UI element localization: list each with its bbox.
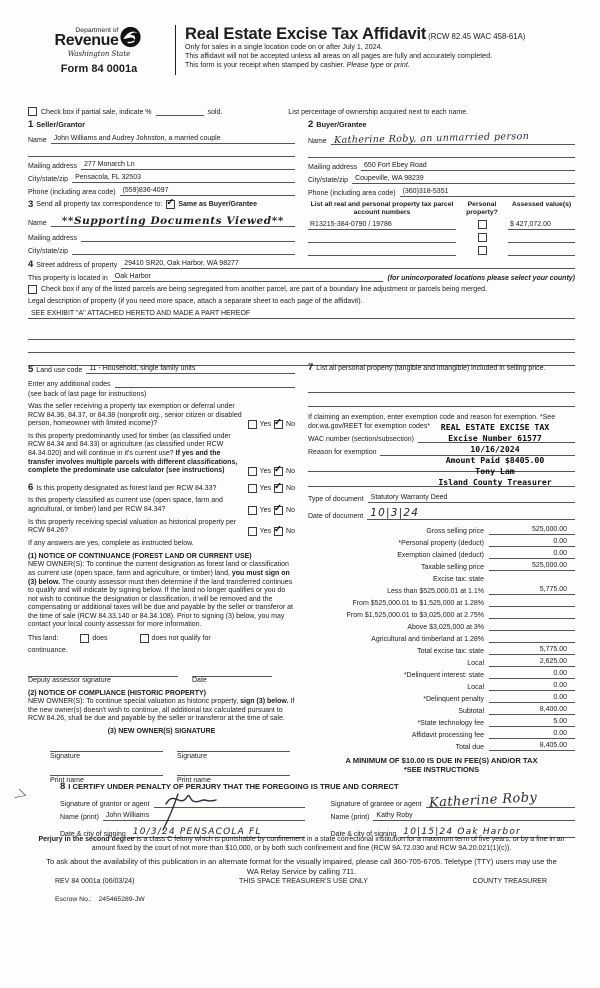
correspondence-name-label: Name [28, 220, 47, 227]
notice-compliance-body: NEW OWNER(S): To continue special valuation as historic property, sign (3) below. If the new owner(s) doesn't wish to continue, all additional tax calculated pursuant to RCW 84.26, shall be due and payable by the seller or transferor at the time of sale. [28, 698, 295, 723]
section-7-number: 7 [308, 362, 314, 373]
section-1-number: 1 [28, 119, 34, 130]
partial-percent-field[interactable] [156, 104, 204, 116]
correspondence-csz-label: City/state/zip [28, 248, 69, 255]
buyer-name-field[interactable] [331, 130, 575, 147]
this-land-row [28, 634, 295, 643]
tax-row-line[interactable]: 0.00 [489, 681, 575, 691]
same-as-buyer-label: Same as Buyer/Grantee [178, 201, 257, 208]
sec5-q1-yes-checkbox[interactable] [248, 420, 257, 429]
sec6-q3-no-checkbox[interactable] [274, 523, 283, 536]
tax-row-label: Gross selling price [426, 528, 484, 535]
grantor-signature-field[interactable] [154, 798, 305, 808]
continuance-label: continuance. [28, 647, 68, 655]
correspondence-csz-field[interactable] [72, 245, 295, 255]
buyer-name-handwritten: Katherine Roby, an unmarried person [333, 130, 530, 147]
deputy-date-label: Date [192, 677, 207, 685]
additional-codes-label: Enter any additional codes [28, 381, 111, 388]
tax-row-line[interactable]: 5,775.00 [489, 585, 575, 595]
header-divider [175, 25, 176, 75]
grantee-signature-field[interactable] [426, 790, 575, 811]
tax-row-label: Total due [455, 744, 484, 751]
document-type-field[interactable]: Statutory Warranty Deed [368, 493, 575, 503]
certify-statement: I CERTIFY UNDER PENALTY OF PERJURY THAT THE FOREGOING IS TRUE AND CORRECT [68, 782, 399, 791]
sec6-q1-yes-checkbox[interactable] [248, 484, 257, 493]
tax-row-label: Excise tax: state [433, 576, 484, 583]
no-label: No [286, 467, 295, 475]
agency-block [28, 25, 170, 75]
additional-codes-field[interactable] [115, 378, 296, 388]
yes-label: Yes [259, 485, 272, 493]
parcel-table [308, 201, 575, 256]
buyer-phone-field[interactable]: (360)318-5351 [400, 187, 575, 197]
tax-row-label: *Personal property (deduct) [398, 540, 484, 547]
forest-land-question [28, 481, 295, 494]
seller-phone-field[interactable]: (559)836-4097 [120, 186, 295, 196]
does-not-label: does not qualify for [151, 635, 211, 643]
parcel-number-field[interactable] [308, 255, 456, 256]
seller-name-field[interactable] [51, 134, 295, 144]
tax-row-label: *Delinquent penalty [423, 696, 484, 703]
sec5-q1-no-checkbox[interactable] [274, 416, 283, 429]
wac-number-label: WAC number (section/subsection) [308, 436, 414, 443]
new-owner-printname-field-1[interactable] [50, 765, 163, 776]
parcel-number-field[interactable]: R13215-384-0790 / 19786 [308, 220, 456, 230]
escrow-row [55, 896, 145, 903]
assessed-value-field[interactable]: $ 427,072.00 [508, 220, 575, 230]
buyer-csz-field[interactable]: Coupeville, WA 98239 [352, 174, 575, 184]
deputy-signature-label: Deputy assessor signature [28, 677, 111, 685]
does-label: does [92, 635, 108, 643]
partial-sale-checkbox[interactable] [28, 107, 37, 116]
notice-compliance-title: (2) NOTICE OF COMPLIANCE (HISTORIC PROPERTY) [28, 690, 206, 698]
legal-blank-line[interactable] [28, 328, 575, 340]
land-use-label: Land use code [36, 367, 83, 374]
section-8-number: 8 [60, 781, 66, 792]
tax-computation-table [308, 523, 575, 751]
alternate-format-note: To ask about the availability of this publication in an alternate format for the visually impaired, please call 360-705-6705. Teletype (TTY) users may use the WA Relay Service by calling 711. [46, 857, 557, 876]
seller-csz-label: City/state/zip [28, 176, 69, 183]
tax-row-line[interactable]: 0.00 [489, 693, 575, 703]
section-2-number: 2 [308, 119, 314, 130]
tax-row-line[interactable] [489, 609, 575, 619]
tax-row-line[interactable]: 8,400.00 [489, 705, 575, 715]
personal-property-line[interactable] [308, 381, 575, 393]
agency-name: Revenue [54, 31, 119, 49]
exemption-question [28, 403, 295, 429]
print-name-label: Print name [177, 776, 211, 784]
unincorporated-note: (for unincorporated locations please select your county) [387, 275, 575, 282]
tax-row-label: *Delinquent interest: state [403, 672, 484, 679]
assessed-value-field[interactable] [508, 242, 575, 243]
tax-row-label: Subtotal [458, 708, 484, 715]
parcel-number-field[interactable] [308, 242, 456, 243]
grantee-signature-handwritten: Katherine Roby [428, 790, 538, 811]
grantee-printname-field[interactable]: Kathy Roby [373, 811, 575, 821]
buyer-name-label: Name [308, 138, 327, 145]
timber-question-text: Is this property predominantly used for timber (as classified under RCW 84.34 and 84.33) or agriculture (as classified under RCW 84.34.020) and will continue in it's current use? If yes and the transfer involves multiple parcels with different classifications, complete the predominate use calculator (see instructions) [28, 432, 238, 475]
header-note-3: This form is your receipt when stamped by cashier. Please type or print. [185, 61, 410, 69]
section-4-number: 4 [28, 259, 34, 270]
handwritten-margin-mark: ＞ [12, 785, 29, 804]
grantee-date-handwritten: 10|15|24 Oak Harbor [403, 827, 521, 837]
department-of-label: Department of [75, 26, 119, 34]
located-in-label: This property is located in [28, 275, 108, 282]
this-land-label: This land: [28, 635, 59, 643]
grantor-signature-label: Signature of grantor or agent [60, 801, 150, 808]
current-use-question-text: Is this property classified as current use (open space, farm and agricultural, or timber) land per RCW 84.34? [28, 497, 223, 513]
tax-row-line[interactable] [489, 621, 575, 631]
rev-number: REV 84 0001a (06/03/24) [55, 878, 135, 885]
sold-label: sold. [207, 109, 223, 116]
grantee-date-label: Date & city of signing [330, 831, 397, 838]
deputy-signature-field[interactable] [28, 664, 178, 677]
form-number: Form 84 0001a [60, 63, 138, 75]
form-title: Real Estate Excise Tax Affidavit [185, 25, 427, 43]
tax-row-line[interactable] [489, 633, 575, 643]
exemption-code-note: If claiming an exemption, enter exemption code and reason for exemption. *See dor.wa.gov/REET for exemption codes* [308, 414, 556, 430]
document-date-handwritten: 10|3|24 [370, 507, 420, 519]
yes-label: Yes [259, 467, 272, 475]
signature-label: Signature [177, 752, 207, 760]
tax-row-label: From $525,000.01 to $1,525,000 at 1.28% [352, 600, 484, 607]
buyer-mailing-field[interactable]: 650 Fort Ebey Road [361, 161, 575, 171]
minimum-due-note: A MINIMUM OF $10.00 IS DUE IN FEE(S) AND/OR TAX [345, 756, 538, 765]
grantee-signature-label: Signature of grantee or agent [330, 801, 422, 808]
tax-row-label: Local [467, 660, 484, 667]
land-use-field[interactable]: 11 - Household, single family units [86, 364, 295, 374]
document-date-field[interactable] [367, 509, 575, 520]
tax-row-line[interactable]: 0.00 [489, 669, 575, 679]
seller-phone-label: Phone (including area code) [28, 189, 116, 196]
section-1-title: Seller/Grantor [36, 120, 85, 129]
segregate-label: Check box if any of the listed parcels are being segregated from another parcel, are part of a boundary line adjustment or parcels being merged. [41, 286, 487, 293]
check-icon: ✓ [274, 416, 283, 428]
yes-label: Yes [259, 506, 272, 514]
personal-property-checkbox-2[interactable] [478, 233, 487, 242]
seller-name2-field[interactable] [28, 147, 295, 157]
partial-sale-row [28, 104, 575, 116]
tax-row-line[interactable]: 0.00 [489, 549, 575, 559]
sec6-q1-no-checkbox[interactable] [274, 481, 283, 493]
assessed-value-col-header: Assessed value(s) [511, 201, 572, 208]
grantor-printname-label: Name (print) [60, 814, 99, 821]
buyer-csz-label: City/state/zip [308, 177, 349, 184]
tax-row-line[interactable]: 525,000.00 [489, 525, 575, 535]
treasurer-stamp [414, 422, 576, 488]
street-address-field[interactable]: 29410 SR20, Oak Harbor, WA 98277 [121, 259, 575, 269]
perjury-statement: Perjury in the second degree is a class C felony which is punishable by confinement in a state correctional institution for a maximum term of five years, or by a fine in an amount fixed by the court of not more than $10,000, or by both such confinement and fine (RCW 9A.72.030 and RCW 9A.20.021(1)(c)). [38, 836, 565, 852]
check-icon: ✓ [274, 502, 283, 514]
tax-row-line[interactable]: 5,775.00 [489, 645, 575, 655]
stamp-excise-number: Excise Number 61577 [448, 433, 542, 443]
document-date-label: Date of document [308, 513, 364, 520]
tax-row-line[interactable]: 0.00 [489, 729, 575, 739]
grantee-printname-label: Name (print) [330, 814, 370, 821]
historic-question [28, 519, 295, 536]
new-owner-signature-field-1[interactable] [50, 741, 163, 752]
check-icon: ✓ [274, 463, 283, 475]
section-4 [28, 259, 575, 366]
escrow-label: Escrow No.: [55, 896, 92, 903]
new-owner-signature-title: (3) NEW OWNER(S) SIGNATURE [107, 727, 216, 735]
seller-name-value: John Williams and Audrey Johnston, a married couple [53, 135, 221, 142]
washington-state-label: Washington State [67, 50, 131, 58]
tax-row-label: Total excise tax: state [417, 648, 484, 655]
no-label: No [286, 485, 295, 493]
seller-csz-field[interactable]: Pensacola, FL 32503 [72, 173, 295, 183]
footer-row [55, 878, 547, 885]
county-treasurer-label: COUNTY TREASURER [472, 878, 547, 885]
does-not-checkbox[interactable] [140, 634, 149, 643]
document-type-label: Type of document [308, 496, 364, 503]
sec6-q2-yes-checkbox[interactable] [248, 506, 257, 515]
buyer-phone-label: Phone (including area code) [308, 190, 396, 197]
grantor-signature-block [60, 794, 305, 841]
grantor-signature-scribble [160, 788, 240, 831]
section-8 [12, 781, 575, 841]
tax-row-line [489, 574, 575, 583]
tax-row-label: Exemption claimed (deduct) [397, 552, 484, 559]
yes-label: Yes [259, 527, 272, 535]
personal-property-checkbox-1[interactable] [478, 220, 487, 229]
street-address-label: Street address of property [36, 262, 118, 269]
tax-row-line[interactable]: 525,000.00 [489, 561, 575, 571]
tax-row-label: Agricultural and timberland at 1.28% [371, 636, 484, 643]
stamp-treasurer-name: Tony Lam [475, 466, 515, 476]
tax-row-label: Above $3,025,000 at 3% [407, 624, 484, 631]
see-instructions-note: *SEE INSTRUCTIONS [403, 765, 480, 774]
rcw-reference: (RCW 82.45 WAC 458-61A) [428, 32, 526, 41]
parcel-col-header: List all real and personal property tax parcel account numbers [310, 201, 454, 216]
segregate-checkbox[interactable] [28, 285, 37, 294]
section-5-number: 5 [28, 364, 34, 375]
new-owner-signature-field-2[interactable] [177, 741, 290, 752]
legal-description-field[interactable]: SEE EXHIBIT "A" ATTACHED HERETO AND MADE A PART HEREOF [28, 309, 575, 319]
correspondence-mailing-field[interactable] [81, 232, 295, 242]
seller-name-label: Name [28, 137, 47, 144]
escrow-number: 245465289-JW [98, 896, 145, 903]
no-label: No [286, 420, 295, 428]
buyer-name2-field[interactable] [308, 148, 575, 158]
seller-mailing-field[interactable]: 277 Monarch Ln [81, 160, 295, 170]
timber-question [28, 433, 295, 476]
supporting-documents-stamp: **Supporting Documents Viewed** [61, 215, 284, 227]
deputy-date-field[interactable] [192, 664, 272, 677]
personal-property-checkbox-3[interactable] [478, 246, 487, 255]
stamp-amount-paid: Amount Paid $8405.00 [445, 455, 545, 465]
personal-property-line[interactable] [308, 395, 575, 407]
yes-label: Yes [259, 420, 272, 428]
parcel-row [308, 217, 575, 230]
sec5-q2-no-checkbox[interactable] [274, 463, 283, 476]
seller-mailing-label: Mailing address [28, 163, 78, 170]
forest-land-question-text: 6 Is this property designated as forest land per RCW 84.33? [28, 481, 217, 493]
stamp-title: REAL ESTATE EXCISE TAX [440, 422, 550, 432]
notice-continuance-title: (1) NOTICE OF CONTINUANCE (FOREST LAND OR CURRENT USE) [28, 553, 252, 561]
if-yes-note: If any answers are yes, complete as instructed below. [28, 539, 194, 547]
print-name-label: Print name [50, 776, 84, 784]
tax-row-label: Affidavit processing fee [411, 732, 484, 739]
no-label: No [286, 506, 295, 514]
tax-row-label: From $1,525,000.01 to $3,025,000 at 2.75% [346, 612, 484, 619]
seller-column [28, 120, 295, 258]
parcel-row [308, 230, 575, 243]
check-icon: ✓ [274, 481, 283, 493]
signature-label: Signature [50, 752, 80, 760]
dor-logo-icon [118, 25, 143, 49]
current-use-question [28, 497, 295, 514]
tax-row-line[interactable]: 2,625.00 [489, 657, 575, 667]
does-checkbox[interactable] [80, 634, 89, 643]
assessed-value-field[interactable] [508, 255, 575, 256]
notice-continuance-body: NEW OWNER(S): To continue the current designation as forest land or classification as current use (open space, farm and agriculture, or timber) land, you must sign on (3) below. The county assessor must then determine if the land transferred continues to qualify and will indicate by signing below. If the land no longer qualifies or you do not wish to continue the designation or classification, it will be removed and the compensating or additional taxes will be due and payable by the seller or transferor at the time of sale (RCW 84.33.140 or 84.34.108). Prior to signing (3) below, you may contact your local county assessor for more information. [28, 561, 293, 629]
buyer-mailing-label: Mailing address [308, 164, 358, 171]
correspondence-label: Send all property tax correspondence to: [36, 201, 163, 208]
section-2-title: Buyer/Grantee [316, 120, 367, 129]
tax-row-line[interactable] [489, 597, 575, 607]
tax-row-label: Taxable selling price [420, 564, 484, 571]
tax-row-label: *State technology fee [417, 720, 484, 727]
treasurer-use-only-label: THIS SPACE TREASURER'S USE ONLY [239, 878, 368, 885]
same-as-buyer-checkbox[interactable] [166, 197, 175, 209]
located-in-field[interactable]: Oak Harbor [112, 272, 383, 282]
ownership-note: List percentage of ownership acquired next to each name. [288, 109, 469, 116]
grantee-signature-block [330, 790, 576, 841]
section-6-number: 6 [28, 481, 34, 493]
section-5-6-column [28, 364, 295, 789]
historic-question-text: Is this property receiving special valuation as historical property per RCW 84.26? [28, 518, 237, 535]
sec5-q2-yes-checkbox[interactable] [248, 467, 257, 476]
check-icon: ✓ [166, 197, 175, 208]
parcel-row [308, 243, 575, 256]
tax-row-line[interactable]: 0.00 [489, 537, 575, 547]
section-3-number: 3 [28, 198, 34, 210]
form-header [28, 25, 575, 75]
correspondence-mailing-label: Mailing address [28, 235, 78, 242]
tax-row-label: Less than $525,000.01 at 1.1% [387, 588, 484, 595]
exemption-question-text: Was the seller receiving a property tax exemption or deferral under RCW 84.36, 84.37, or 84.38 (nonprofit org., senior citizen or disabled person, homeowner with limited income)? [28, 403, 242, 428]
sec6-q3-yes-checkbox[interactable] [248, 527, 257, 536]
grantor-date-label: Date & city of signing [60, 831, 126, 838]
header-note-1: Only for sales in a single location code on or after July 1, 2024. [185, 43, 383, 51]
legal-blank-line[interactable] [28, 341, 575, 353]
partial-sale-label: Check box if partial sale, indicate % [41, 109, 152, 116]
sec6-q2-no-checkbox[interactable] [274, 502, 283, 515]
tax-row-line[interactable]: 5.00 [489, 717, 575, 727]
buyer-column [308, 120, 575, 258]
grantor-date-handwritten: 10/3/24 PENSACOLA FL [132, 827, 262, 837]
check-icon: ✓ [274, 523, 283, 535]
stamp-treasurer-title: Island County Treasurer [438, 477, 552, 487]
legal-description-label: Legal description of property (if you need more space, attach a separate sheet to each page of the affidavit). [28, 298, 363, 305]
tax-row-line[interactable]: 8,405.00 [489, 741, 575, 751]
deputy-assessor-block [28, 664, 295, 684]
header-note-2: This affidavit will not be accepted unless all areas on all pages are fully and accurately completed. [185, 52, 493, 60]
grantor-printname-field[interactable]: John Williams [103, 811, 305, 821]
section-7-intro: 7 List all personal property (tangible and intangible) included in selling price. [308, 362, 546, 373]
stamp-date: 10/16/2024 [470, 444, 520, 454]
correspondence-name-field[interactable] [51, 217, 295, 227]
additional-codes-note: (see back of last page for instructions) [28, 391, 147, 398]
personal-property-col-header: Personal property? [466, 201, 498, 216]
new-owner-printname-field-2[interactable] [177, 765, 290, 776]
tax-row-label: Local [467, 684, 484, 691]
section-7-tax-column [308, 364, 575, 789]
no-label: No [286, 527, 295, 535]
exemption-reason-label: Reason for exemption [308, 449, 377, 456]
